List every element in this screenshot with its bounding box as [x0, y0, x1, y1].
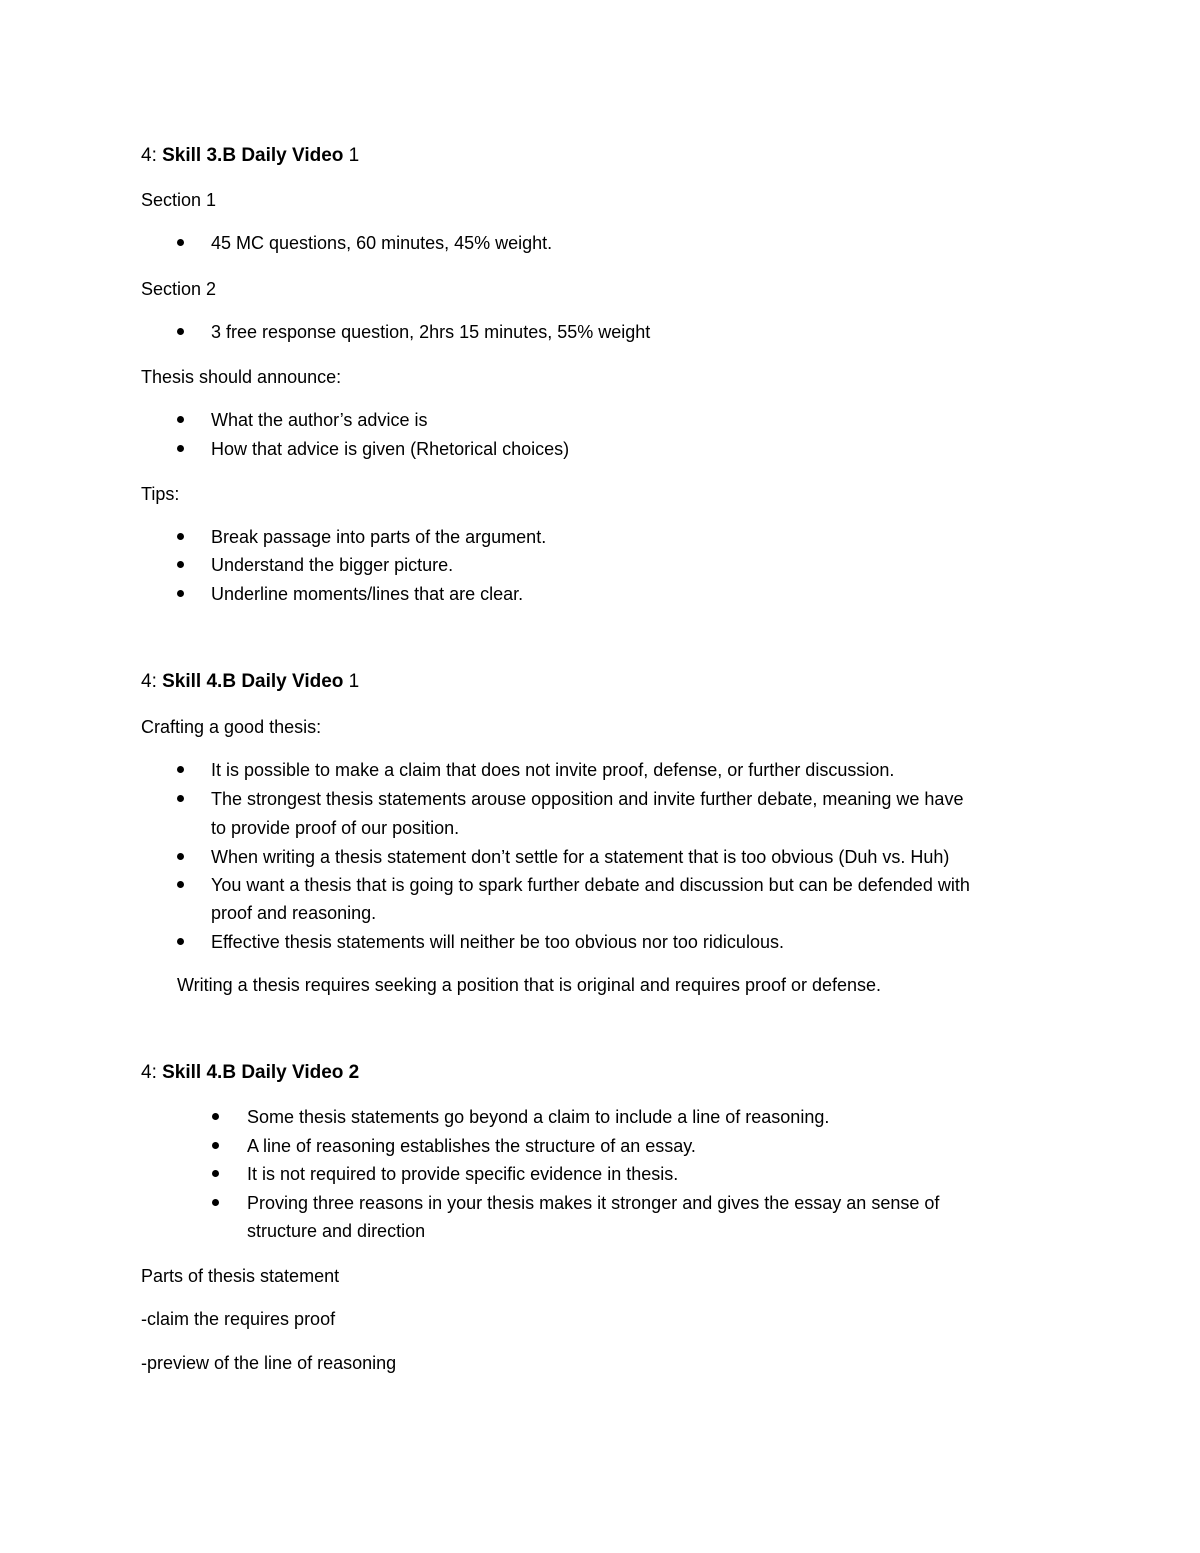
part-1: -claim the requires proof: [141, 1309, 336, 1329]
thesis-label: Thesis should announce:: [141, 367, 342, 387]
bullet-icon: [177, 881, 184, 888]
list-item: Effective thesis statements will neither be too obvious nor too ridiculous.: [211, 932, 784, 952]
bullet-icon: [212, 1170, 219, 1177]
bullet-icon: [177, 328, 184, 335]
heading-prefix: 4:: [141, 145, 163, 166]
heading-skill-4b-video-2: [141, 1059, 359, 1087]
tips-label: Tips:: [141, 484, 180, 504]
list-item: 45 MC questions, 60 minutes, 45% weight.: [211, 233, 553, 253]
bullet-icon: [177, 853, 184, 860]
list-item: Understand the bigger picture.: [211, 555, 454, 575]
heading-skill-4b-video-1: [141, 668, 359, 696]
heading-suffix: 1: [343, 145, 360, 166]
bullet-icon: [177, 445, 184, 452]
heading-prefix: 4:: [141, 671, 163, 692]
heading-suffix: 1: [343, 671, 360, 692]
heading-bold: Skill 4.B Daily Video: [162, 671, 344, 692]
list-item: Some thesis statements go beyond a claim to include a line of reasoning.: [247, 1107, 830, 1127]
bullet-icon: [212, 1142, 219, 1149]
heading-skill-3b-video-1: [141, 142, 359, 170]
bullet-icon: [177, 795, 184, 802]
heading-bold: Skill 3.B Daily Video: [162, 145, 344, 166]
bullet-icon: [177, 533, 184, 540]
bullet-icon: [212, 1113, 219, 1120]
heading-bold: Skill 4.B Daily Video 2: [162, 1062, 360, 1083]
list-item: How that advice is given (Rhetorical choices): [211, 439, 570, 459]
list-item: The strongest thesis statements arouse opposition and invite further debate, meaning we have: [211, 789, 964, 809]
list-item: Proving three reasons in your thesis makes it stronger and gives the essay an sense of: [247, 1193, 940, 1213]
crafting-label: Crafting a good thesis:: [141, 717, 322, 737]
part-2: -preview of the line of reasoning: [141, 1353, 397, 1373]
list-item: It is possible to make a claim that does not invite proof, defense, or further discussion.: [211, 760, 895, 780]
section-1-label: Section 1: [141, 190, 217, 210]
list-item: When writing a thesis statement don’t settle for a statement that is too obvious (Duh vs. Huh): [211, 847, 950, 867]
bullet-icon: [177, 416, 184, 423]
list-item: A line of reasoning establishes the structure of an essay.: [247, 1136, 696, 1156]
section-2-label: Section 2: [141, 279, 217, 299]
list-item: It is not required to provide specific evidence in thesis.: [247, 1164, 679, 1184]
bullet-icon: [177, 239, 184, 246]
bullet-icon: [177, 590, 184, 597]
bullet-icon: [212, 1199, 219, 1206]
summary-paragraph: Writing a thesis requires seeking a position that is original and requires proof or defense.: [177, 975, 882, 995]
parts-label: Parts of thesis statement: [141, 1266, 340, 1286]
list-item: What the author’s advice is: [211, 410, 428, 430]
list-item: Underline moments/lines that are clear.: [211, 584, 524, 604]
list-item: Break passage into parts of the argument.: [211, 527, 547, 547]
bullet-icon: [177, 766, 184, 773]
list-item-continuation: proof and reasoning.: [211, 903, 377, 923]
list-item: You want a thesis that is going to spark further debate and discussion but can be defended with: [211, 875, 970, 895]
heading-prefix: 4:: [141, 1062, 163, 1083]
list-item-continuation: to provide proof of our position.: [211, 818, 460, 838]
list-item: 3 free response question, 2hrs 15 minutes, 55% weight: [211, 322, 651, 342]
list-item-continuation: structure and direction: [247, 1221, 426, 1241]
bullet-icon: [177, 561, 184, 568]
bullet-icon: [177, 938, 184, 945]
